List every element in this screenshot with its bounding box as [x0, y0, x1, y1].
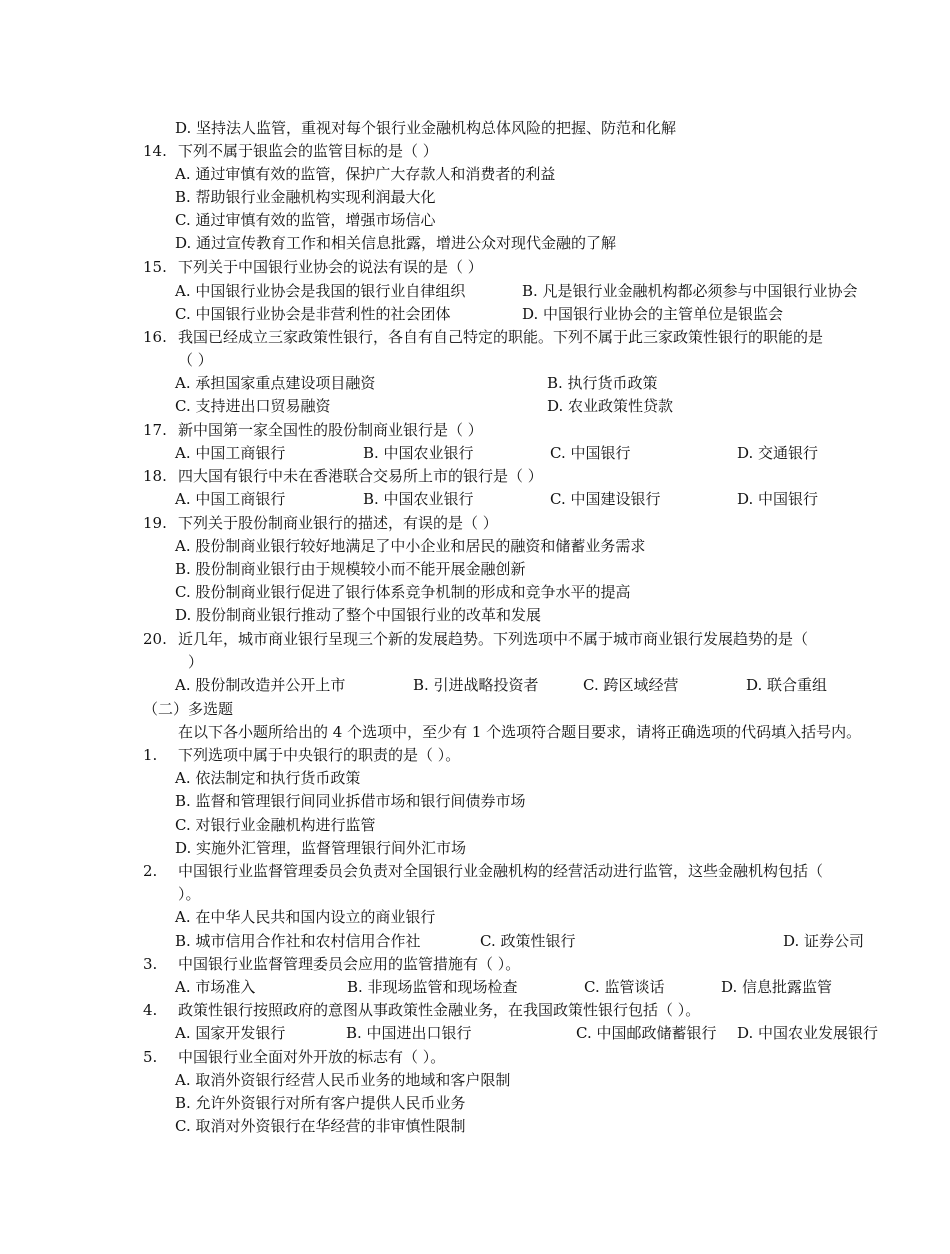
option-line: D. 证券公司	[783, 932, 865, 950]
option-line: C. 中国银行	[550, 444, 631, 462]
question-number: 2.	[143, 862, 158, 880]
option-line: A. 在中华人民共和国内设立的商业银行	[175, 908, 436, 926]
option-line: C. 政策性银行	[480, 932, 576, 950]
option-line: A. 中国工商银行	[175, 444, 286, 462]
option-line: B. 执行货币政策	[547, 374, 658, 392]
option-line: B. 中国农业银行	[363, 490, 474, 508]
question-text-continued: ）。	[178, 885, 201, 903]
option-line: B. 中国农业银行	[363, 444, 474, 462]
question-text: 我国已经成立三家政策性银行，各自有自己特定的职能。下列不属于此三家政策性银行的职能的是	[178, 328, 824, 346]
option-line: B. 中国进出口银行	[346, 1024, 472, 1042]
option-line: A. 中国工商银行	[175, 490, 286, 508]
option-line: C. 监管谈话	[584, 978, 665, 996]
option-line: B. 凡是银行业金融机构都必须参与中国银行业协会	[522, 282, 858, 300]
question-number: 3.	[143, 955, 158, 973]
question-text-continued: （ ）	[178, 351, 213, 369]
question-text: 下列关于中国银行业协会的说法有误的是（ ）	[178, 258, 483, 276]
option-line: B. 引进战略投资者	[413, 676, 539, 694]
question-number: 19.	[143, 514, 167, 532]
option-line: B. 非现场监管和现场检查	[347, 978, 518, 996]
question-text: 中国银行业全面对外开放的标志有（ ）。	[178, 1048, 446, 1066]
option-line: C. 中国建设银行	[550, 490, 661, 508]
option-line: A. 中国银行业协会是我国的银行业自律组织	[175, 282, 466, 300]
option-line: A. 市场准入	[175, 978, 256, 996]
option-line: D. 联合重组	[746, 676, 828, 694]
question-text: 下列关于股份制商业银行的描述，有误的是（ ）	[178, 514, 498, 532]
question-text: 近几年，城市商业银行呈现三个新的发展趋势。下列选项中不属于城市商业银行发展趋势的是（	[178, 630, 809, 648]
question-text: 政策性银行按照政府的意图从事政策性金融业务，在我国政策性银行包括（ ）。	[178, 1001, 701, 1019]
question-text-continued: ）	[188, 653, 204, 671]
option-line: C. 通过审慎有效的监管，增强市场信心	[175, 211, 436, 229]
question-number: 16.	[143, 328, 167, 346]
option-line: D. 中国银行业协会的主管单位是银监会	[522, 305, 784, 323]
option-line: A. 承担国家重点建设项目融资	[175, 374, 376, 392]
question-text: 新中国第一家全国性的股份制商业银行是（ ）	[178, 421, 483, 439]
option-line: D. 交通银行	[737, 444, 819, 462]
question-number: 20.	[143, 630, 167, 648]
question-number: 14.	[143, 142, 167, 160]
option-line: B. 城市信用合作社和农村信用合作社	[175, 932, 421, 950]
option-line: C. 支持进出口贸易融资	[175, 397, 331, 415]
question-text: 四大国有银行中未在香港联合交易所上市的银行是（ ）	[178, 467, 543, 485]
option-line: C. 跨区域经营	[583, 676, 679, 694]
option-line: D. 中国银行	[737, 490, 819, 508]
option-line: B. 股份制商业银行由于规模较小而不能开展金融创新	[175, 560, 526, 578]
option-line: C. 中国邮政储蓄银行	[576, 1024, 717, 1042]
question-number: 18.	[143, 467, 167, 485]
question-text: 中国银行业监督管理委员会负责对全国银行业金融机构的经营活动进行监管，这些金融机构包括（	[178, 862, 824, 880]
option-line: D. 股份制商业银行推动了整个中国银行业的改革和发展	[175, 606, 542, 624]
question-number: 4.	[143, 1001, 158, 1019]
option-line: A. 取消外资银行经营人民币业务的地域和客户限制	[175, 1071, 511, 1089]
option-line: D. 农业政策性贷款	[547, 397, 674, 415]
option-line: A. 通过审慎有效的监管，保护广大存款人和消费者的利益	[175, 165, 556, 183]
option-line: A. 依法制定和执行货币政策	[175, 769, 361, 787]
section-heading: （二）多选题	[143, 700, 234, 718]
option-line: D. 坚持法人监管，重视对每个银行业金融机构总体风险的把握、防范和化解	[175, 119, 677, 137]
option-line: C. 股份制商业银行促进了银行体系竞争机制的形成和竞争水平的提高	[175, 583, 631, 601]
option-line: D. 中国农业发展银行	[737, 1024, 879, 1042]
question-number: 5.	[143, 1048, 158, 1066]
option-line: D. 通过宣传教育工作和相关信息批露，增进公众对现代金融的了解	[175, 234, 617, 252]
option-line: B. 监督和管理银行间同业拆借市场和银行间债券市场	[175, 792, 526, 810]
option-line: D. 信息批露监管	[721, 978, 833, 996]
option-line: B. 允许外资银行对所有客户提供人民币业务	[175, 1094, 466, 1112]
question-text: 中国银行业监督管理委员会应用的监管措施有（ ）。	[178, 955, 521, 973]
question-number: 17.	[143, 421, 167, 439]
option-line: A. 国家开发银行	[175, 1024, 286, 1042]
option-line: C. 中国银行业协会是非营利性的社会团体	[175, 305, 451, 323]
option-line: A. 股份制改造并公开上市	[175, 676, 346, 694]
option-line: C. 对银行业金融机构进行监管	[175, 816, 376, 834]
question-text: 下列选项中属于中央银行的职责的是（ ）。	[178, 746, 461, 764]
question-number: 15.	[143, 258, 167, 276]
option-line: C. 取消对外资银行在华经营的非审慎性限制	[175, 1117, 466, 1135]
option-line: D. 实施外汇管理，监督管理银行间外汇市场	[175, 839, 467, 857]
question-number: 1.	[143, 746, 158, 764]
option-line: B. 帮助银行业金融机构实现利润最大化	[175, 188, 436, 206]
section-instruction: 在以下各小题所给出的 4 个选项中，至少有 1 个选项符合题目要求，请将正确选项的代码填入括号内。	[178, 723, 862, 741]
option-line: A. 股份制商业银行较好地满足了中小企业和居民的融资和储蓄业务需求	[175, 537, 646, 555]
question-text: 下列不属于银监会的监管目标的是（ ）	[178, 142, 438, 160]
